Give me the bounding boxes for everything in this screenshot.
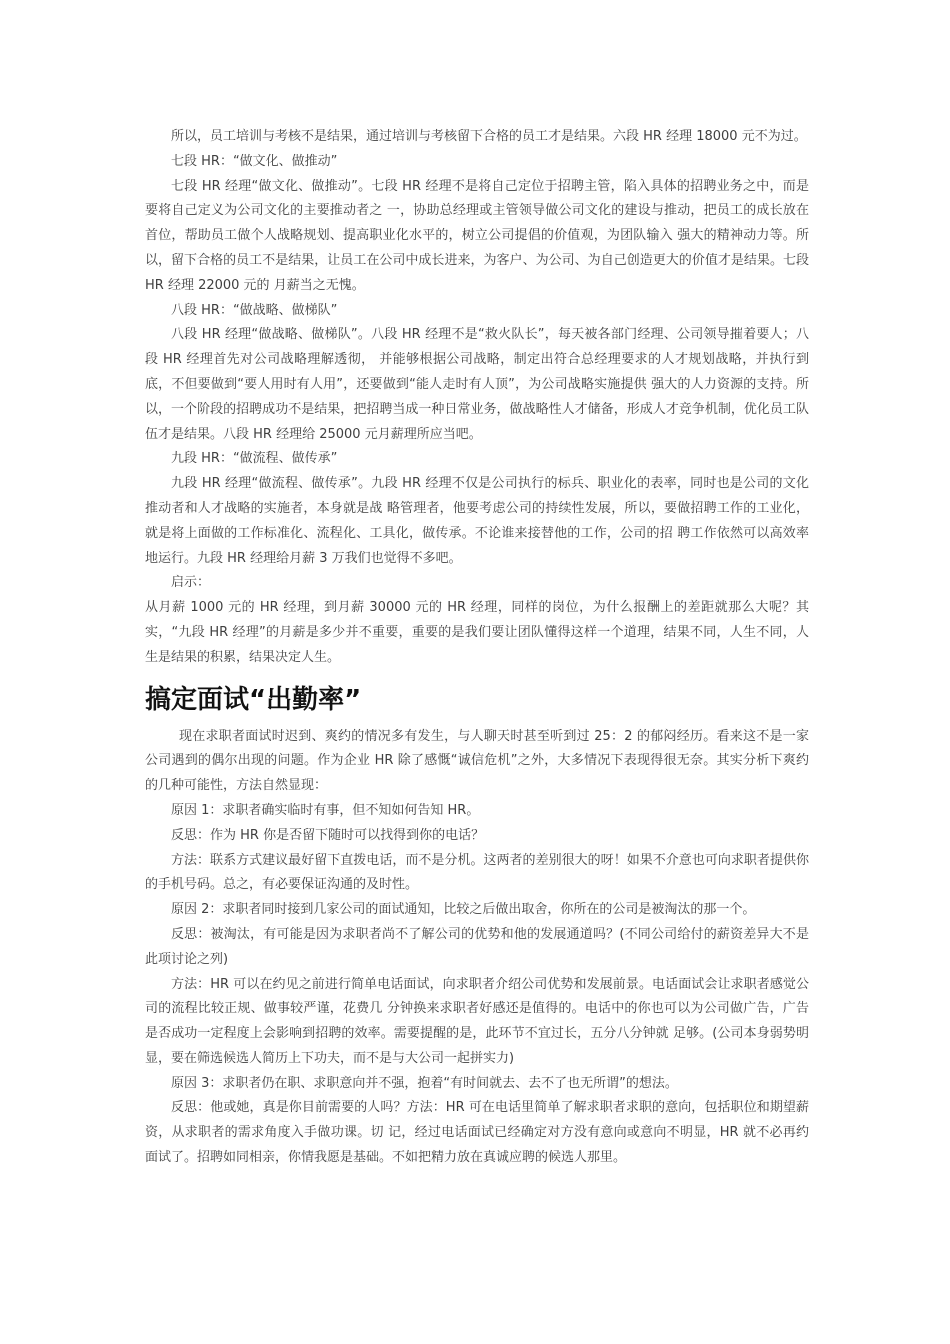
- reason-1: 原因 1：求职者确实临时有事，但不知如何告知 HR。: [171, 802, 480, 818]
- reflection-and-method-3: 反思：他或她，真是你目前需要的人吗？方法：HR 可在电话里简单了解求职者求职的意向，包括职位和期望薪资，从求职者的需求角度入手做功课。切 记，经过电话面试已经确定对方没有意向或意向不明显，HR 就不必再约面试了。招聘如同相亲，你情我愿是基础。不如把精力放在真诚应聘的候选人那里。: [145, 1100, 809, 1166]
- document-page: [145, 125, 809, 1171]
- heading-nine-dan: 九段 HR：“做流程、做传承”: [171, 451, 338, 467]
- reason-2: 原因 2：求职者同时接到几家公司的面试通知，比较之后做出取舍，你所在的公司是被淘汰的那一个。: [171, 902, 756, 918]
- paragraph-eight-dan: 八段 HR 经理“做战略、做梯队”。八段 HR 经理不是“救火队长”，每天被各部门经理、公司领导摧着要人；八段 HR 经理首先对公司战略理解透彻， 并能够根据公司战略，制定出符合总经理要求的人才规划战略，并执行到底，不但要做到“要人用时有人用”，还要做到“能人走时有人顶”，为公司战略实施提供 强大的人力资源的支持。所以，一个阶段的招聘成功不是结果，把招聘当成一种日常业务，做战略性人才储备，形成人才竞争机制，优化员工队伍才是结果。八段 HR 经理给 25000 元月薪理所应当吧。: [145, 327, 809, 442]
- method-1: 方法：联系方式建议最好留下直拨电话，而不是分机。这两者的差别很大的呀！如果不介意也可向求职者提供你的手机号码。总之，有必要保证沟通的及时性。: [145, 852, 809, 893]
- heading-seven-dan: 七段 HR：“做文化、做推动”: [171, 153, 338, 169]
- reflection-2: 反思：被淘汰，有可能是因为求职者尚不了解公司的优势和他的发展通道吗？(不同公司给付的薪资差异大不是此项讨论之列): [145, 926, 809, 967]
- reflection-1: 反思：作为 HR 你是否留下随时可以找得到你的电话？: [171, 827, 485, 843]
- paragraph-seven-dan: 七段 HR 经理“做文化、做推动”。七段 HR 经理不是将自己定位于招聘主管，陷入具体的招聘业务之中，而是要将自己定义为公司文化的主要推动者之 一，协助总经理或主管领导做公司文化的建设与推动，把员工的成长放在首位，帮助员工做个人战略规划、提高职业化水平的，树立公司提倡的价值观，为团队输入 强大的精神动力等。所以，留下合格的员工不是结果，让员工在公司中成长进来，为客户、为公司、为自己创造更大的价值才是结果。七段 HR 经理 22000 元的 月薪当之无愧。: [145, 178, 809, 293]
- hint-label: 启示：: [171, 575, 211, 591]
- section-intro: 现在求职者面试时迟到、爽约的情况多有发生，与人聊天时甚至听到过 25：2 的郁闷经历。看来这不是一家公司遇到的偶尔出现的问题。作为企业 HR 除了感慨“诚信危机”之外，大多情况下表现得很无奈。其实分析下爽约的几种可能性，方法自然显现：: [145, 728, 809, 794]
- hint-paragraph: 从月薪 1000 元的 HR 经理，到月薪 30000 元的 HR 经理，同样的岗位，为什么报酬上的差距就那么大呢？其实，“九段 HR 经理”的月薪是多少并不重要，重要的是我们要让团队懂得这样一个道理，结果不同，人生不同，人生是结果的积累，结果决定人生。: [145, 600, 809, 665]
- heading-eight-dan: 八段 HR：“做战略、做梯队”: [171, 302, 338, 318]
- paragraph-six-dan-conclusion: 所以，员工培训与考核不是结果，通过培训与考核留下合格的员工才是结果。六段 HR 经理 18000 元不为过。: [171, 129, 807, 144]
- method-2: 方法：HR 可以在约见之前进行简单电话面试，向求职者介绍公司优势和发展前景。电话面试会让求职者感觉公司的流程比较正规、做事较严谨，花费几 分钟换来求职者好感还是值得的。电话中的你也可以为公司做广告，广告是否成功一定程度上会影响到招聘的效率。需要提醒的是，此环节不宜过长，五分八分钟就 足够。(公司本身弱势明显，要在筛选候选人简历上下功夫，而不是与大公司一起拼实力): [145, 976, 809, 1066]
- paragraph-nine-dan: 九段 HR 经理“做流程、做传承”。九段 HR 经理不仅是公司执行的标兵、职业化的表率，同时也是公司的文化推动者和人才战略的实施者，本身就是战 略管理者，他要考虑公司的持续性发展，所以，要做招聘工作的工业化，就是将上面做的工作标准化、流程化、工具化，做传承。不论谁来接替他的工作，公司的招 聘工作依然可以高效率地运行。九段 HR 经理给月薪 3 万我们也觉得不多吧。: [145, 476, 809, 566]
- section-title: 搞定面试“出勤率”: [145, 684, 362, 715]
- reason-3: 原因 3：求职者仍在职、求职意向并不强，抱着“有时间就去、去不了也无所谓”的想法。: [171, 1075, 678, 1091]
